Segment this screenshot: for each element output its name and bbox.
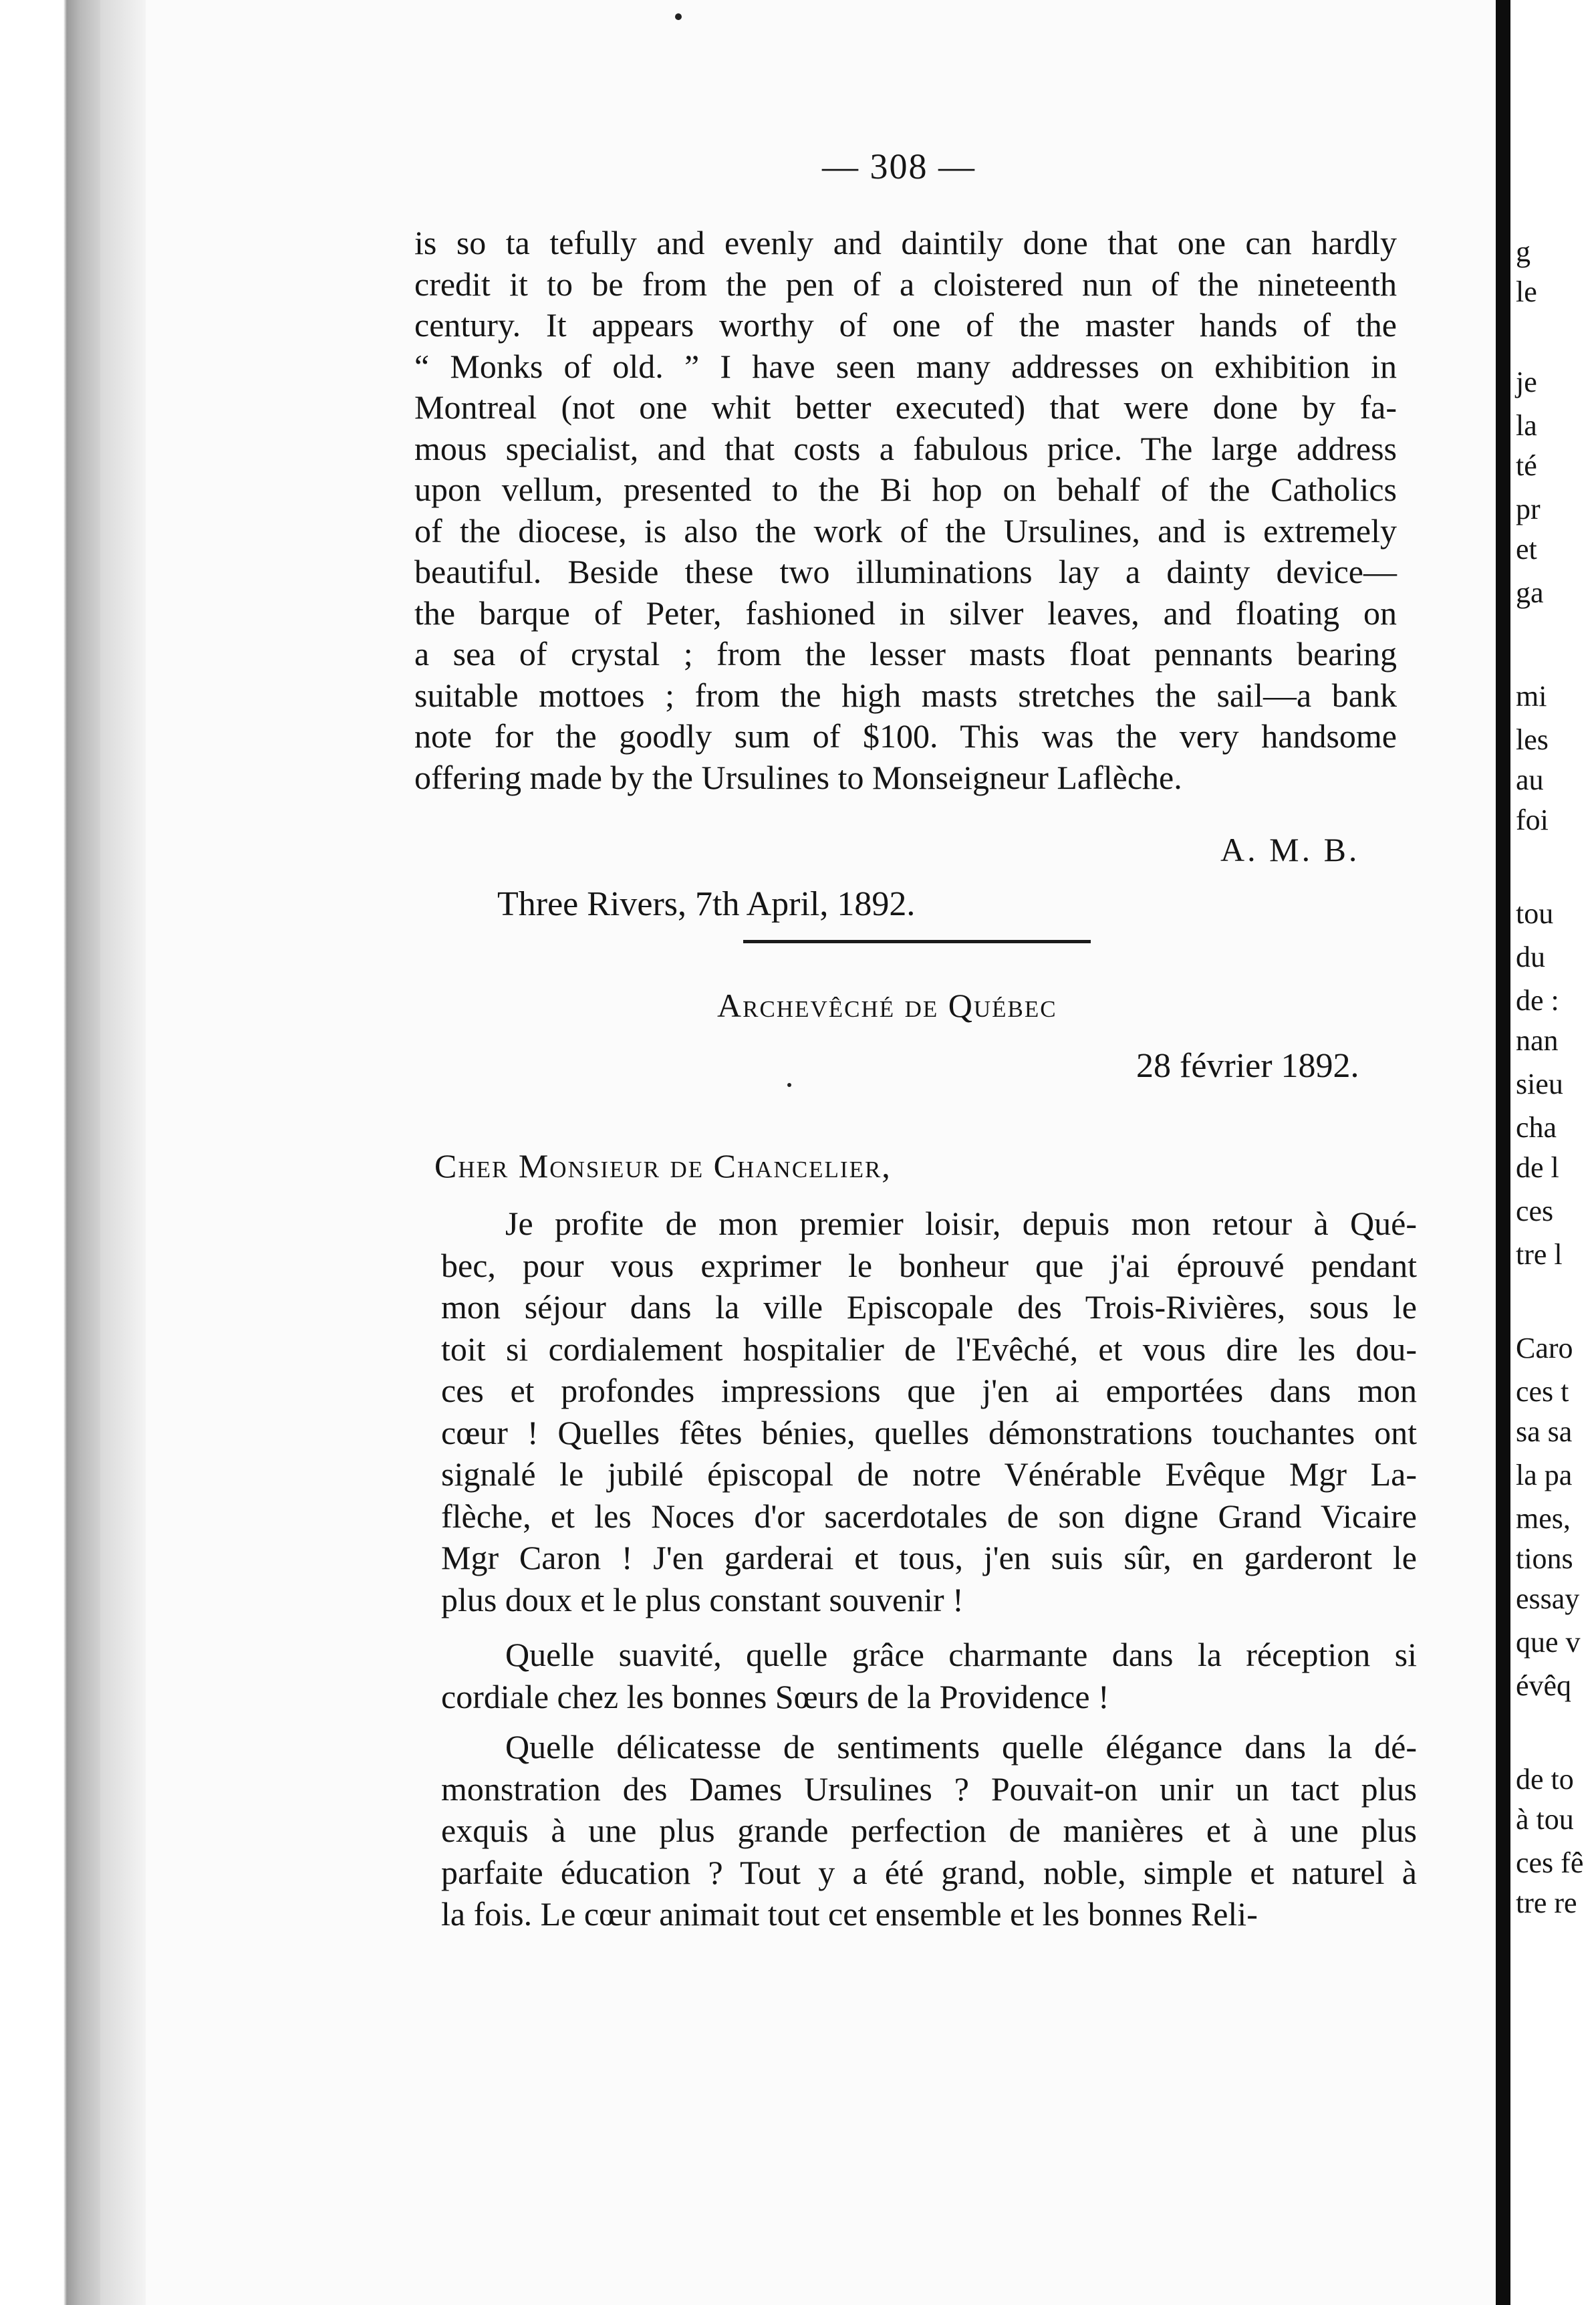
adjacent-page-line: tre re (1516, 1887, 1577, 1919)
french-paragraph-1 (441, 1207, 1417, 1624)
adjacent-page-line: je (1516, 366, 1537, 398)
text-line: la fois. Le cœur animait tout cet ensemble et les bonnes Reli- (441, 1895, 1258, 1933)
adjacent-page-line: sieu (1516, 1068, 1563, 1100)
text-line: is so ta tefully and evenly and daintily done that one can hardly (414, 224, 1397, 261)
text-line: signalé le jubilé épiscopal de notre Vénérable Evêque Mgr La- (441, 1455, 1417, 1493)
text-line: suitable mottoes ; from the high masts stretches the sail—a bank (414, 676, 1397, 714)
adjacent-page-line: tou (1516, 897, 1554, 930)
adjacent-page-line: tions (1516, 1542, 1573, 1575)
adjacent-page-line: du (1516, 941, 1545, 973)
salutation: Cher Monsieur de Chancelier, (434, 1147, 892, 1185)
adjacent-page-line: foi (1516, 804, 1549, 836)
adjacent-page-line: tre l (1516, 1238, 1563, 1271)
text-line: Je profite de mon premier loisir, depuis mon retour à Qué- (505, 1205, 1417, 1242)
adjacent-page-line: de : (1516, 984, 1559, 1017)
adjacent-page-line: ces (1516, 1195, 1554, 1227)
adjacent-page-line: g (1516, 235, 1531, 268)
text-line: “ Monks of old. ” I have seen many addresses on exhibition in (414, 347, 1397, 385)
specks (675, 13, 682, 20)
text-line: toit si cordialement hospitalier de l'Evêché, et vous dire les dou- (441, 1330, 1417, 1368)
adjacent-page-line: de l (1516, 1151, 1559, 1184)
text-line: mon séjour dans la ville Episcopale des Trois-Rivières, sous le (441, 1288, 1417, 1326)
text-line: Quelle délicatesse de sentiments quelle élégance dans la dé- (505, 1728, 1417, 1766)
adjacent-page-line: ces t (1516, 1375, 1569, 1408)
english-article (414, 226, 1397, 802)
adjacent-page-line: mi (1516, 680, 1547, 713)
french-paragraph-3 (441, 1730, 1417, 1939)
adjacent-page-line: mes, (1516, 1502, 1571, 1535)
section-divider (743, 940, 1091, 943)
adjacent-page-line: Caro (1516, 1332, 1573, 1364)
adjacent-page-line: la (1516, 409, 1537, 442)
text-line: mous specialist, and that costs a fabulous price. The large address (414, 429, 1397, 467)
french-paragraph-2 (441, 1638, 1417, 1721)
text-line: century. It appears worthy of one of the master hands of the (414, 306, 1397, 344)
text-line: Quelle suavité, quelle grâce charmante dans la réception si (505, 1636, 1417, 1673)
adjacent-page-line: cha (1516, 1111, 1557, 1144)
adjacent-page-line: essay (1516, 1582, 1580, 1615)
adjacent-page-line: nan (1516, 1024, 1559, 1057)
adjacent-page-line: té (1516, 449, 1537, 482)
text-line: offering made by the Ursulines to Monseigneur Laflèche. (414, 758, 1182, 796)
signature: A. M. B. (1220, 831, 1360, 868)
adjacent-page-line: le (1516, 275, 1537, 308)
adjacent-page-line: évêq (1516, 1669, 1572, 1702)
adjacent-page-line: la pa (1516, 1459, 1573, 1491)
adjacent-page-line: pr (1516, 493, 1541, 525)
text-line: ces et profondes impressions que j'en ai emportées dans mon (441, 1372, 1417, 1409)
letter-heading: Archevêché de Québec (717, 987, 1057, 1024)
adjacent-page-line: ga (1516, 576, 1544, 609)
adjacent-page-line: sa sa (1516, 1415, 1573, 1448)
adjacent-page-line: les (1516, 723, 1549, 756)
text-line: bec, pour vous exprimer le bonheur que j'ai éprouvé pendant (441, 1246, 1417, 1284)
adjacent-page-line: et (1516, 533, 1537, 566)
text-line: Montreal (not one whit better executed) that were done by fa- (414, 388, 1397, 426)
specks (787, 1083, 791, 1087)
text-line: monstration des Dames Ursulines ? Pouvait-on unir un tact plus (441, 1770, 1417, 1808)
text-line: Mgr Caron ! J'en garderai et tous, j'en suis sûr, en garderont le (441, 1539, 1417, 1576)
adjacent-page-line: de to (1516, 1763, 1574, 1796)
page-number: — 308 — (822, 146, 976, 187)
text-line: note for the goodly sum of $100. This was the very handsome (414, 717, 1397, 755)
text-line: upon vellum, presented to the Bi hop on behalf of the Catholics (414, 471, 1397, 508)
book-gutter (0, 0, 100, 2305)
letter-date: 28 février 1892. (1136, 1047, 1359, 1085)
text-line: cœur ! Quelles fêtes bénies, quelles démonstrations touchantes ont (441, 1413, 1417, 1451)
text-line: of the diocese, is also the work of the Ursulines, and is extremely (414, 511, 1397, 550)
text-line: plus doux et le plus constant souvenir ! (441, 1580, 964, 1618)
dateline: Three Rivers, 7th April, 1892. (497, 885, 916, 923)
adjacent-page-line: au (1516, 763, 1544, 796)
adjacent-page-fragment (1510, 0, 1596, 2305)
text-line: parfaite éducation ? Tout y a été grand, noble, simple et naturel à (441, 1853, 1417, 1891)
text-line: a sea of crystal ; from the lesser masts float pennants bearing (414, 635, 1397, 673)
text-line: the barque of Peter, fashioned in silver leaves, and floating on (414, 594, 1397, 632)
text-line: flèche, et les Noces d'or sacerdotales de son digne Grand Vicaire (441, 1497, 1417, 1535)
text-line: cordiale chez les bonnes Sœurs de la Providence ! (441, 1677, 1109, 1715)
gutter-shadow (100, 0, 146, 2305)
text-line: credit it to be from the pen of a cloistered nun of the nineteenth (414, 265, 1397, 303)
adjacent-page-line: à tou (1516, 1803, 1574, 1836)
text-line: beautiful. Beside these two illuminations lay a dainty device— (414, 553, 1397, 590)
adjacent-page-line: que v (1516, 1626, 1581, 1659)
page-edge-bar (1496, 0, 1510, 2305)
text-line: exquis à une plus grande perfection de manières et à une plus (441, 1812, 1417, 1849)
adjacent-page-line: ces fê (1516, 1846, 1584, 1879)
